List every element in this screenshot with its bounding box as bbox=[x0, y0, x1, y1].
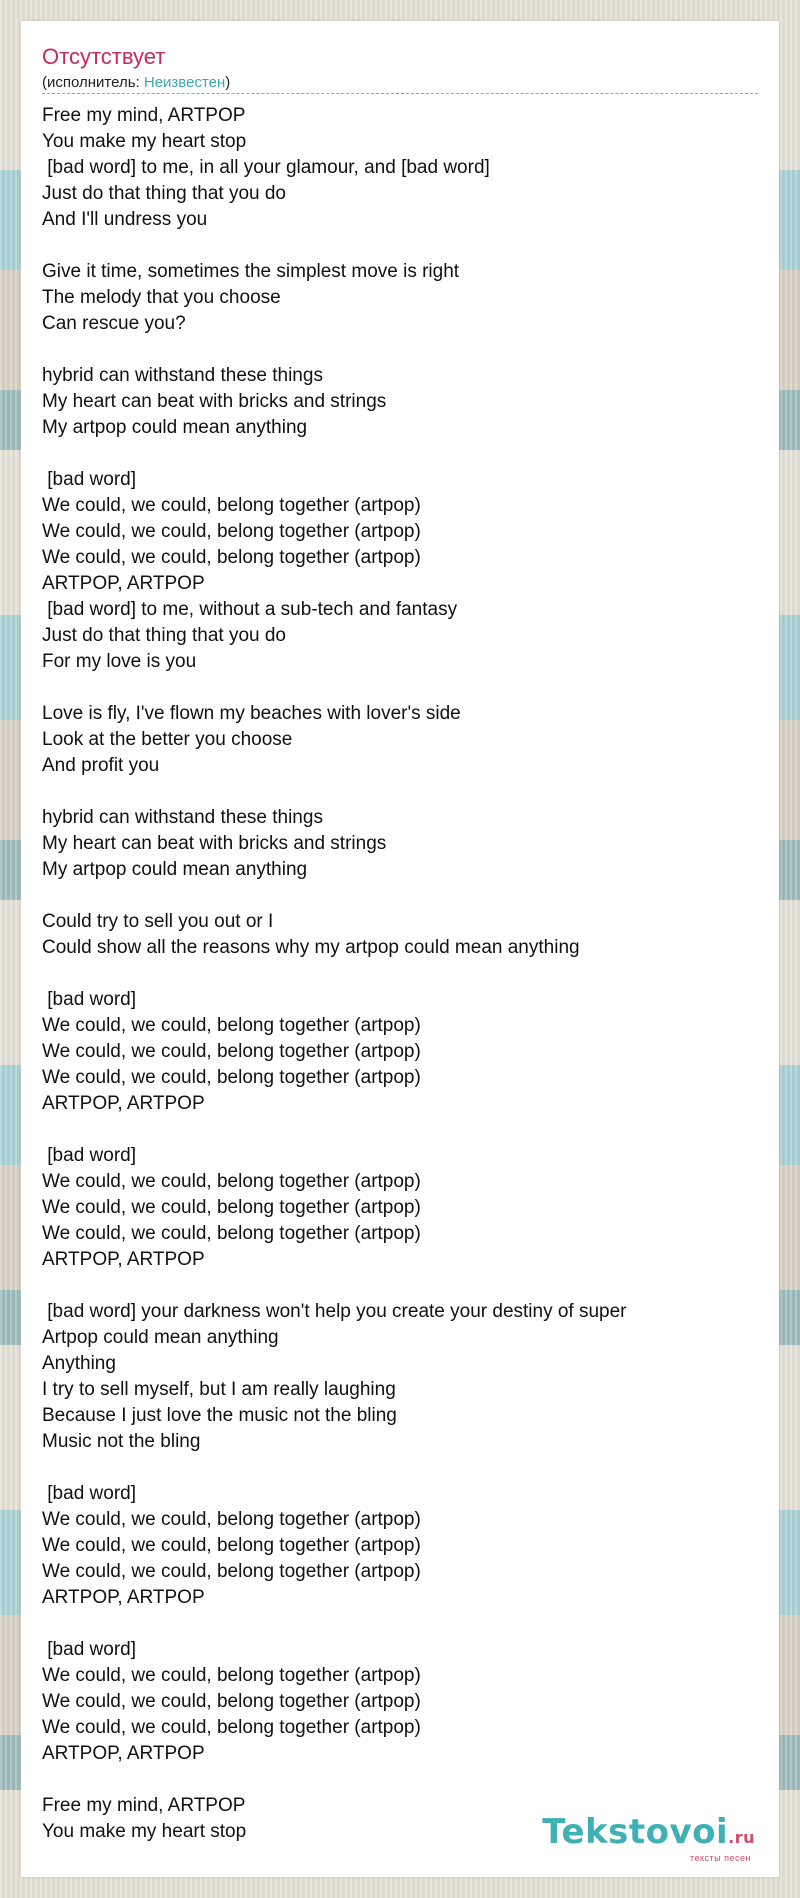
song-title: Отсутствует bbox=[42, 44, 166, 69]
artist-prefix: (исполнитель: bbox=[42, 74, 144, 91]
lyrics-text: Free my mind, ARTPOP You make my heart stop [bad word] to me, in all your glamour, and [bad word] Just do that thing that you do And I'll undress you Give it time, sometimes the simplest move is right The melody that you choose Can rescue you? hybrid can withstand these things My heart can beat with bricks and strings My artpop could mean anything [bad word] We could, we could, belong together (artpop) We could, we could, belong together (artpop) We could, we could, belong together (artpop) ARTPOP, ARTPOP [bad word] to me, without a sub-tech and fantasy Just do that thing that you do For my love is you Love is fly, I've flown my beaches with lover's side Look at the better you choose And profit you hybrid can withstand these things My heart can beat with bricks and strings My artpop could mean anything Could try to sell you out or I Could show all the reasons why my artpop could mean anything [bad word] We could, we could, belong together (artpop) We could, we could, belong together (artpop) We could, we could, belong together (artpop) ARTPOP, ARTPOP [bad word] We could, we could, belong together (artpop) We could, we could, belong together (artpop) We could, we could, belong together (artpop) ARTPOP, ARTPOP [bad word] your darkness won't help you create your destiny of super Artpop could mean anything Anything I try to sell myself, but I am really laughing Because I just love the music not the bling Music not the bling [bad word] We could, we could, belong together (artpop) We could, we could, belong together (artpop) We could, we could, belong together (artpop) ARTPOP, ARTPOP [bad word] We could, we could, belong together (artpop) We could, we could, belong together (artpop) We could, we could, belong together (artpop) ARTPOP, ARTPOP Free my mind, ARTPOP You make my heart stop bbox=[42, 105, 627, 1842]
lyrics-card bbox=[21, 21, 779, 1877]
logo-tagline: тексты песен bbox=[689, 1853, 751, 1863]
logo-main bbox=[542, 1814, 755, 1856]
artist-suffix: ) bbox=[225, 74, 231, 91]
dashed-divider bbox=[42, 93, 758, 94]
site-logo[interactable] bbox=[542, 1814, 755, 1863]
artist-link[interactable]: Неизвестен bbox=[143, 74, 226, 91]
artist-line bbox=[42, 73, 230, 93]
logo-name: Tekstovoi bbox=[542, 1812, 729, 1852]
logo-domain: .ru bbox=[728, 1828, 755, 1847]
